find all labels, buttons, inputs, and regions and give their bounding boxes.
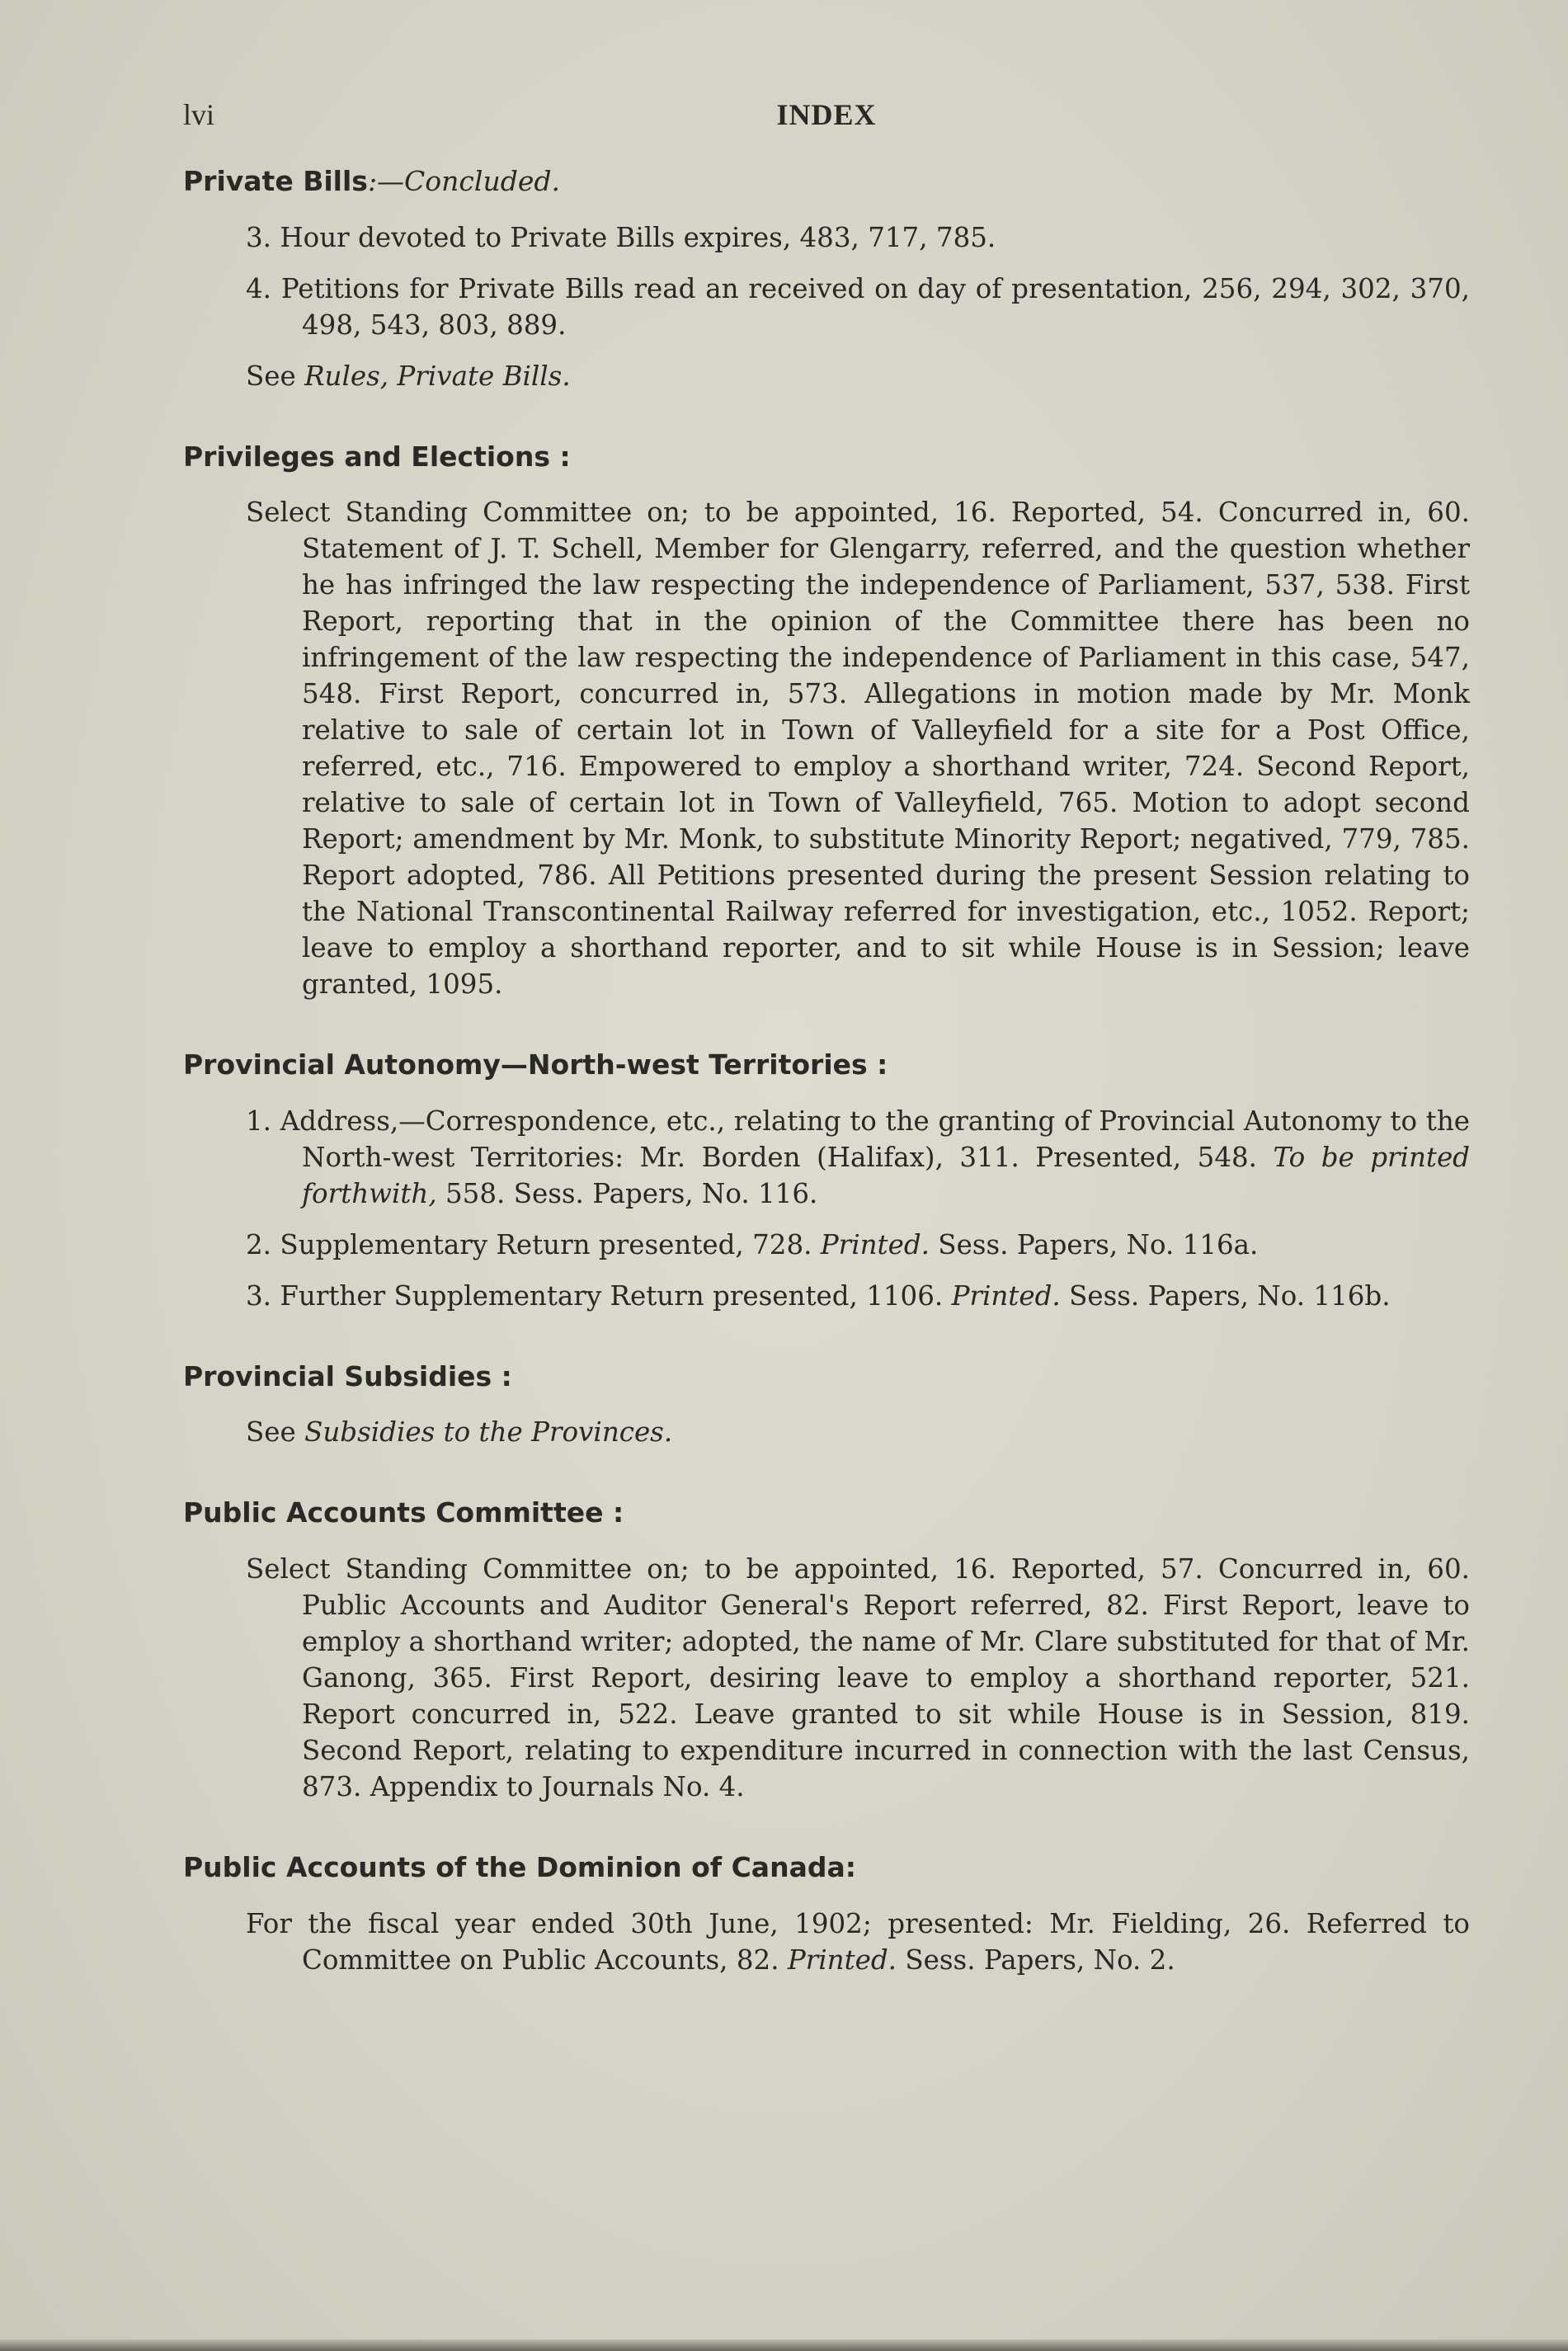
- index-section-private-bills: [183, 165, 1470, 394]
- index-entry: 3. Hour devoted to Private Bills expires, 483, 717, 785.: [246, 221, 996, 253]
- index-section-provincial-subsidies: [183, 1360, 1470, 1451]
- running-title: INDEX: [776, 98, 877, 131]
- section-heading: Privileges and Elections :: [183, 440, 571, 473]
- page-bottom-edge: [0, 2339, 1568, 2351]
- index-content: [183, 165, 1470, 2024]
- page-number: lvi: [183, 98, 215, 131]
- see-also-entry: See Subsidies to the Provinces.: [246, 1416, 673, 1449]
- index-entry: Select Standing Committee on; to be appointed, 16. Reported, 54. Concurred in, 60. Statement of J. T. Schell, Member for Glengarry, referred, and the question whether he has infringed the law respecting the independence of Parliament, 537, 538. First Report, reporting that in the opinion of the Committee there has been no infringement of the law respecting the independence of Parliament in this case, 547, 548. First Report, concurred in, 573. Allegations in motion made by Mr. Monk relative to sale of certain lot in Town of Valleyfield for a site for a Post Office, referred, etc., 716. Empowered to employ a shorthand writer, 724. Second Report, relative to sale of certain lot in Town of Valleyfield, 765. Motion to adopt second Report; amendment by Mr. Monk, to substitute Minority Report; negatived, 779, 785. Report adopted, 786. All Petitions presented during the present Session relating to the National Transcontinental Railway referred for investigation, etc., 1052. Report; leave to employ a shorthand reporter, and to sit while House is in Session; leave granted, 1095.: [246, 497, 1470, 1001]
- index-entry: For the fiscal year ended 30th June, 1902; presented: Mr. Fielding, 26. Referred to Committee on Public Accounts, 82. Printed. Sess. Papers, No. 2.: [246, 1907, 1470, 1976]
- index-entry: Select Standing Committee on; to be appointed, 16. Reported, 57. Concurred in, 60. Public Accounts and Auditor General's Report referred, 82. First Report, leave to employ a shorthand writer; adopted, the name of Mr. Clare substituted for that of Mr. Ganong, 365. First Report, desiring leave to employ a shorthand reporter, 521. Report concurred in, 522. Leave granted to sit while House is in Session, 819. Second Report, relating to expenditure incurred in connection with the last Census, 873. Appendix to Journals No. 4.: [246, 1552, 1470, 1802]
- index-section-public-accounts-dominion: [183, 1851, 1470, 1978]
- section-heading: Provincial Subsidies :: [183, 1359, 512, 1392]
- section-heading: Public Accounts Committee :: [183, 1496, 624, 1529]
- section-heading: Public Accounts of the Dominion of Canada:: [183, 1850, 856, 1883]
- index-entry: 2. Supplementary Return presented, 728. Printed. Sess. Papers, No. 116a.: [246, 1228, 1259, 1260]
- index-section-public-accounts-committee: [183, 1496, 1470, 1805]
- section-heading: Provincial Autonomy—North-west Territories :: [183, 1048, 888, 1081]
- section-heading: Private Bills:—Concluded.: [183, 165, 560, 197]
- index-entry: 3. Further Supplementary Return presented, 1106. Printed. Sess. Papers, No. 116b.: [246, 1279, 1391, 1312]
- index-entry: 1. Address,—Correspondence, etc., relating to the granting of Provincial Autonomy to the North-west Territories: Mr. Borden (Halifax), 311. Presented, 548. To be printed forthwith, 558. Sess. Papers, No. 116.: [246, 1105, 1470, 1209]
- index-section-privileges-elections: [183, 441, 1470, 1003]
- index-section-provincial-autonomy: [183, 1048, 1470, 1314]
- page-header: [183, 97, 1470, 139]
- see-also-entry: See Rules, Private Bills.: [246, 360, 571, 392]
- index-entry: 4. Petitions for Private Bills read an received on day of presentation, 256, 294, 302, 370, 498, 543, 803, 889.: [246, 272, 1470, 341]
